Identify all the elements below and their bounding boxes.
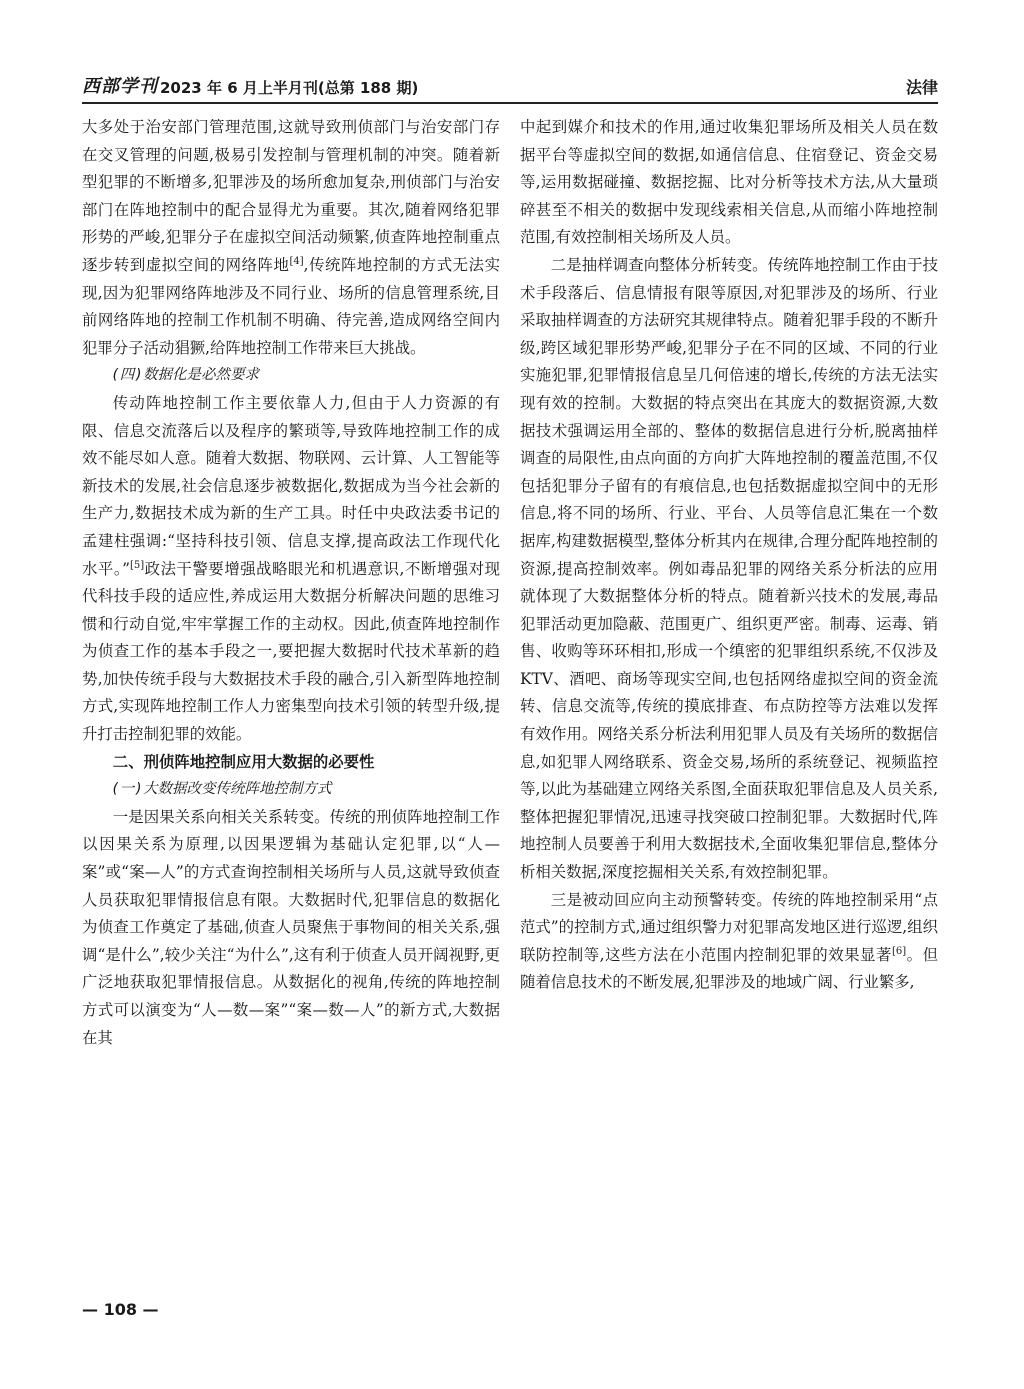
paragraph: 一是因果关系向相关关系转变。传统的刑侦阵地控制工作以因果关系为原理,以因果逻辑为基础认定犯罪,以“人—案”或“案—人”的方式查询控制相关场所与人员,这就导致侦查人员获取犯罪情报信息有限。大数据时代,犯罪信息的数据化为侦查工作奠定了基础,侦查人员聚焦于事物间的相关关系,强调“是什么”,较少关注“为什么”,这有利于侦查人员开阔视野,更广泛地获取犯罪情报信息。从数据化的视角,传统的阵地控制方式可以演变为“人—数—案”“案—数—人”的新方式,大数据在其 (82, 807, 500, 1047)
page-number: — 108 — (82, 1300, 159, 1319)
journal-issue: 2023 年 6 月上半月刊(总第 188 期) (160, 79, 419, 97)
running-header (82, 72, 938, 104)
subsection-heading: (四)数据化是必然要求 (111, 367, 259, 384)
paragraph: 三是被动回应向主动预警转变。传统的阵地控制采用“点范式”的控制方式,通过组织警力对犯罪高发地区进行巡逻,组织联防控制等,这些方法在小范围内控制犯罪的效果显著[6]。但随着信息技术的不断发展,犯罪涉及的地域广阔、行业繁多, (520, 890, 938, 992)
paragraph: 二是抽样调查向整体分析转变。传统阵地控制工作由于技术手段落后、信息情报有限等原因,对犯罪涉及的场所、行业采取抽样调查的方法研究其规律特点。随着犯罪手段的不断升级,跨区域犯罪形势严峻,犯罪分子在不同的区域、不同的行业实施犯罪,犯罪情报信息呈几何倍速的增长,传统的方法无法实现有效的控制。大数据的特点突出在其庞大的数据资源,大数据技术强调运用全部的、整体的数据信息进行分析,脱离抽样调查的局限性,由点向面的方向扩大阵地控制的覆盖范围,不仅包括犯罪分子留有的有痕信息,也包括数据虚拟空间中的无形信息,将不同的场所、行业、平台、人员等信息汇集在一个数据库,构建数据模型,整体分析其内在规律,合理分配阵地控制的资源,提高控制效率。例如毒品犯罪的网络关系分析法的应用就体现了大数据整体分析的特点。随着新兴技术的发展,毒品犯罪活动更加隐蔽、范围更广、组织更严密。制毒、运毒、销售、收购等环环相扣,形成一个缜密的犯罪组织系统,不仅涉及 KTV、酒吧、商场等现实空间,也包括网络虚拟空间的资金流转、信息交流等,传统的摸底排查、布点防控等方法难以发挥有效作用。网络关系分析法利用犯罪人员及有关场所的数据信息,如犯罪人网络联系、资金交易,场所的系统登记、视频监控等,以此为基础建立网络关系图,全面获取犯罪信息及人员关系,整体把握犯罪情况,迅速寻找突破口控制犯罪。大数据时代,阵地控制人员要善于利用大数据技术,全面收集犯罪信息,整体分析相关数据,深度挖掘相关关系,有效控制犯罪。 (520, 255, 938, 882)
paragraph: 大多处于治安部门管理范围,这就导致刑侦部门与治安部门存在交叉管理的问题,极易引发控制与管理机制的冲突。随着新型犯罪的不断增多,犯罪涉及的场所愈加复杂,刑侦部门与治安部门在阵地控制中的配合显得尤为重要。其次,随着网络犯罪形势的严峻,犯罪分子在虚拟空间活动频繁,侦查阵地控制重点逐步转到虚拟空间的网络阵地[4],传统阵地控制的方式无法实现,因为犯罪网络阵地涉及不同行业、场所的信息管理系统,目前网络阵地的控制工作机制不明确、待完善,造成网络空间内犯罪分子活动猖獗,给阵地控制工作带来巨大挑战。 (82, 118, 500, 357)
left-column (82, 114, 500, 1052)
citation: [5] (129, 559, 145, 571)
paragraph: 传动阵地控制工作主要依靠人力,但由于人力资源的有限、信息交流落后以及程序的繁琐等,导致阵地控制工作的成效不能尽如人意。随着大数据、物联网、云计算、人工智能等新技术的发展,社会信息逐步被数据化,数据成为当今社会新的生产力,数据技术成为新的生产工具。时任中央政法委书记的孟建柱强调:“坚持科技引领、信息支撑,提高政法工作现代化水平。”[5]政法干警要增强战略眼光和机遇意识,不断增强对现代科技手段的适应性,养成运用大数据分析解决问题的思维习惯和行动自觉,牢牢掌握工作的主动权。因此,侦查阵地控制作为侦查工作的基本手段之一,要把握大数据时代技术革新的趋势,加快传统手段与大数据技术手段的融合,引入新型阵地控制方式,实现阵地控制工作人力密集型向技术引领的转型升级,提升打击控制犯罪的效能。 (82, 393, 500, 744)
citation: [4] (289, 255, 304, 267)
right-column (520, 114, 938, 997)
journal-info (82, 72, 418, 102)
journal-logo: 西部学刊 (82, 76, 158, 97)
section-heading: 二、刑侦阵地控制应用大数据的必要性 (112, 752, 375, 771)
paragraph: 中起到媒介和技术的作用,通过收集犯罪场所及相关人员在数据平台等虚拟空间的数据,如通信信息、住宿登记、资金交易等,运用数据碰撞、数据挖掘、比对分析等技术方法,从大量琐碎甚至不相关的数据中发现线索相关信息,从而缩小阵地控制范围,有效控制相关场所及人员。 (520, 118, 938, 247)
citation: [6] (891, 945, 907, 957)
section-label: 法律 (905, 78, 938, 97)
subsection-heading: (一)大数据改变传统阵地控制方式 (111, 781, 332, 798)
